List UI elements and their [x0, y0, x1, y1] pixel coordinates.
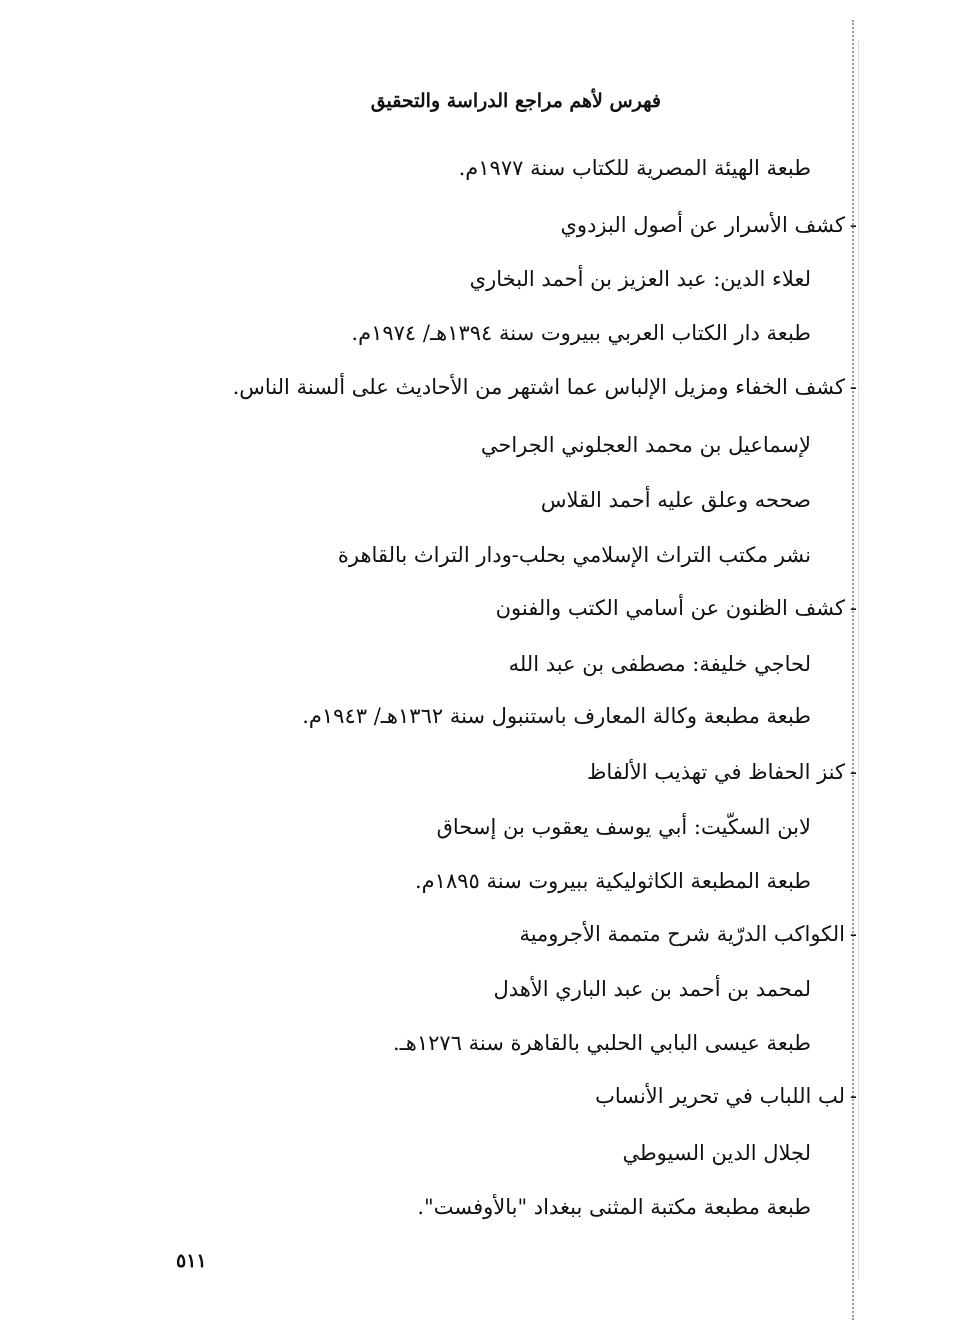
entry-title: كشف الظنون عن أسامي الكتب والفنون	[495, 596, 845, 620]
list-line: لحاجي خليفة: مصطفى بن عبد الله	[508, 652, 811, 676]
entry-dash: -	[849, 922, 857, 946]
list-line: لمحمد بن أحمد بن عبد الباري الأهدل	[493, 977, 811, 1001]
list-line: طبعة المطبعة الكاثوليكية ببيروت سنة ١٨٩٥م.	[414, 869, 811, 893]
list-line: لإسماعيل بن محمد العجلوني الجراحي	[480, 433, 811, 457]
entry-title: لب اللباب في تحرير الأنساب	[595, 1084, 845, 1108]
entry-dash: -	[849, 596, 857, 620]
entry-dash: -	[849, 1084, 857, 1108]
entry-dash: -	[849, 375, 857, 399]
list-line: نشر مكتب التراث الإسلامي بحلب-ودار التراث بالقاهرة	[337, 543, 811, 567]
page-number: ٥١١	[176, 1250, 207, 1272]
list-line: طبعة عيسى البابي الحلبي بالقاهرة سنة ١٢٧٦هـ.	[392, 1031, 811, 1055]
list-line: طبعة مطبعة مكتبة المثنى ببغداد "بالأوفست".	[417, 1195, 811, 1219]
list-line: طبعة الهيئة المصرية للكتاب سنة ١٩٧٧م.	[458, 156, 811, 180]
list-line: لابن السكّيت: أبي يوسف يعقوب بن إسحاق	[436, 815, 811, 839]
entry-dash: -	[849, 760, 857, 784]
scan-edge-marks-secondary	[858, 40, 859, 1280]
entry-dash: -	[849, 213, 857, 237]
entry-title: كنز الحفاظ في تهذيب الألفاظ	[586, 760, 845, 784]
entry-title: كشف الأسرار عن أصول البزدوي	[560, 213, 845, 237]
entry-title: الكواكب الدرّية شرح متممة الأجرومية	[519, 922, 845, 946]
list-line: طبعة دار الكتاب العربي ببيروت سنة ١٣٩٤هـ/ ١٩٧٤م.	[351, 321, 811, 345]
list-line: طبعة مطبعة وكالة المعارف باستنبول سنة ١٣٦٢هـ/ ١٩٤٣م.	[302, 704, 811, 728]
entry-title: كشف الخفاء ومزيل الإلباس عما اشتهر من الأحاديث على ألسنة الناس.	[232, 375, 845, 399]
list-line: لعلاء الدين: عبد العزيز بن أحمد البخاري	[469, 267, 811, 291]
list-line: صححه وعلق عليه أحمد القلاس	[540, 488, 811, 512]
list-line: لجلال الدين السيوطي	[622, 1141, 811, 1165]
page-header: فهرس لأهم مراجع الدراسة والتحقيق	[370, 90, 661, 112]
